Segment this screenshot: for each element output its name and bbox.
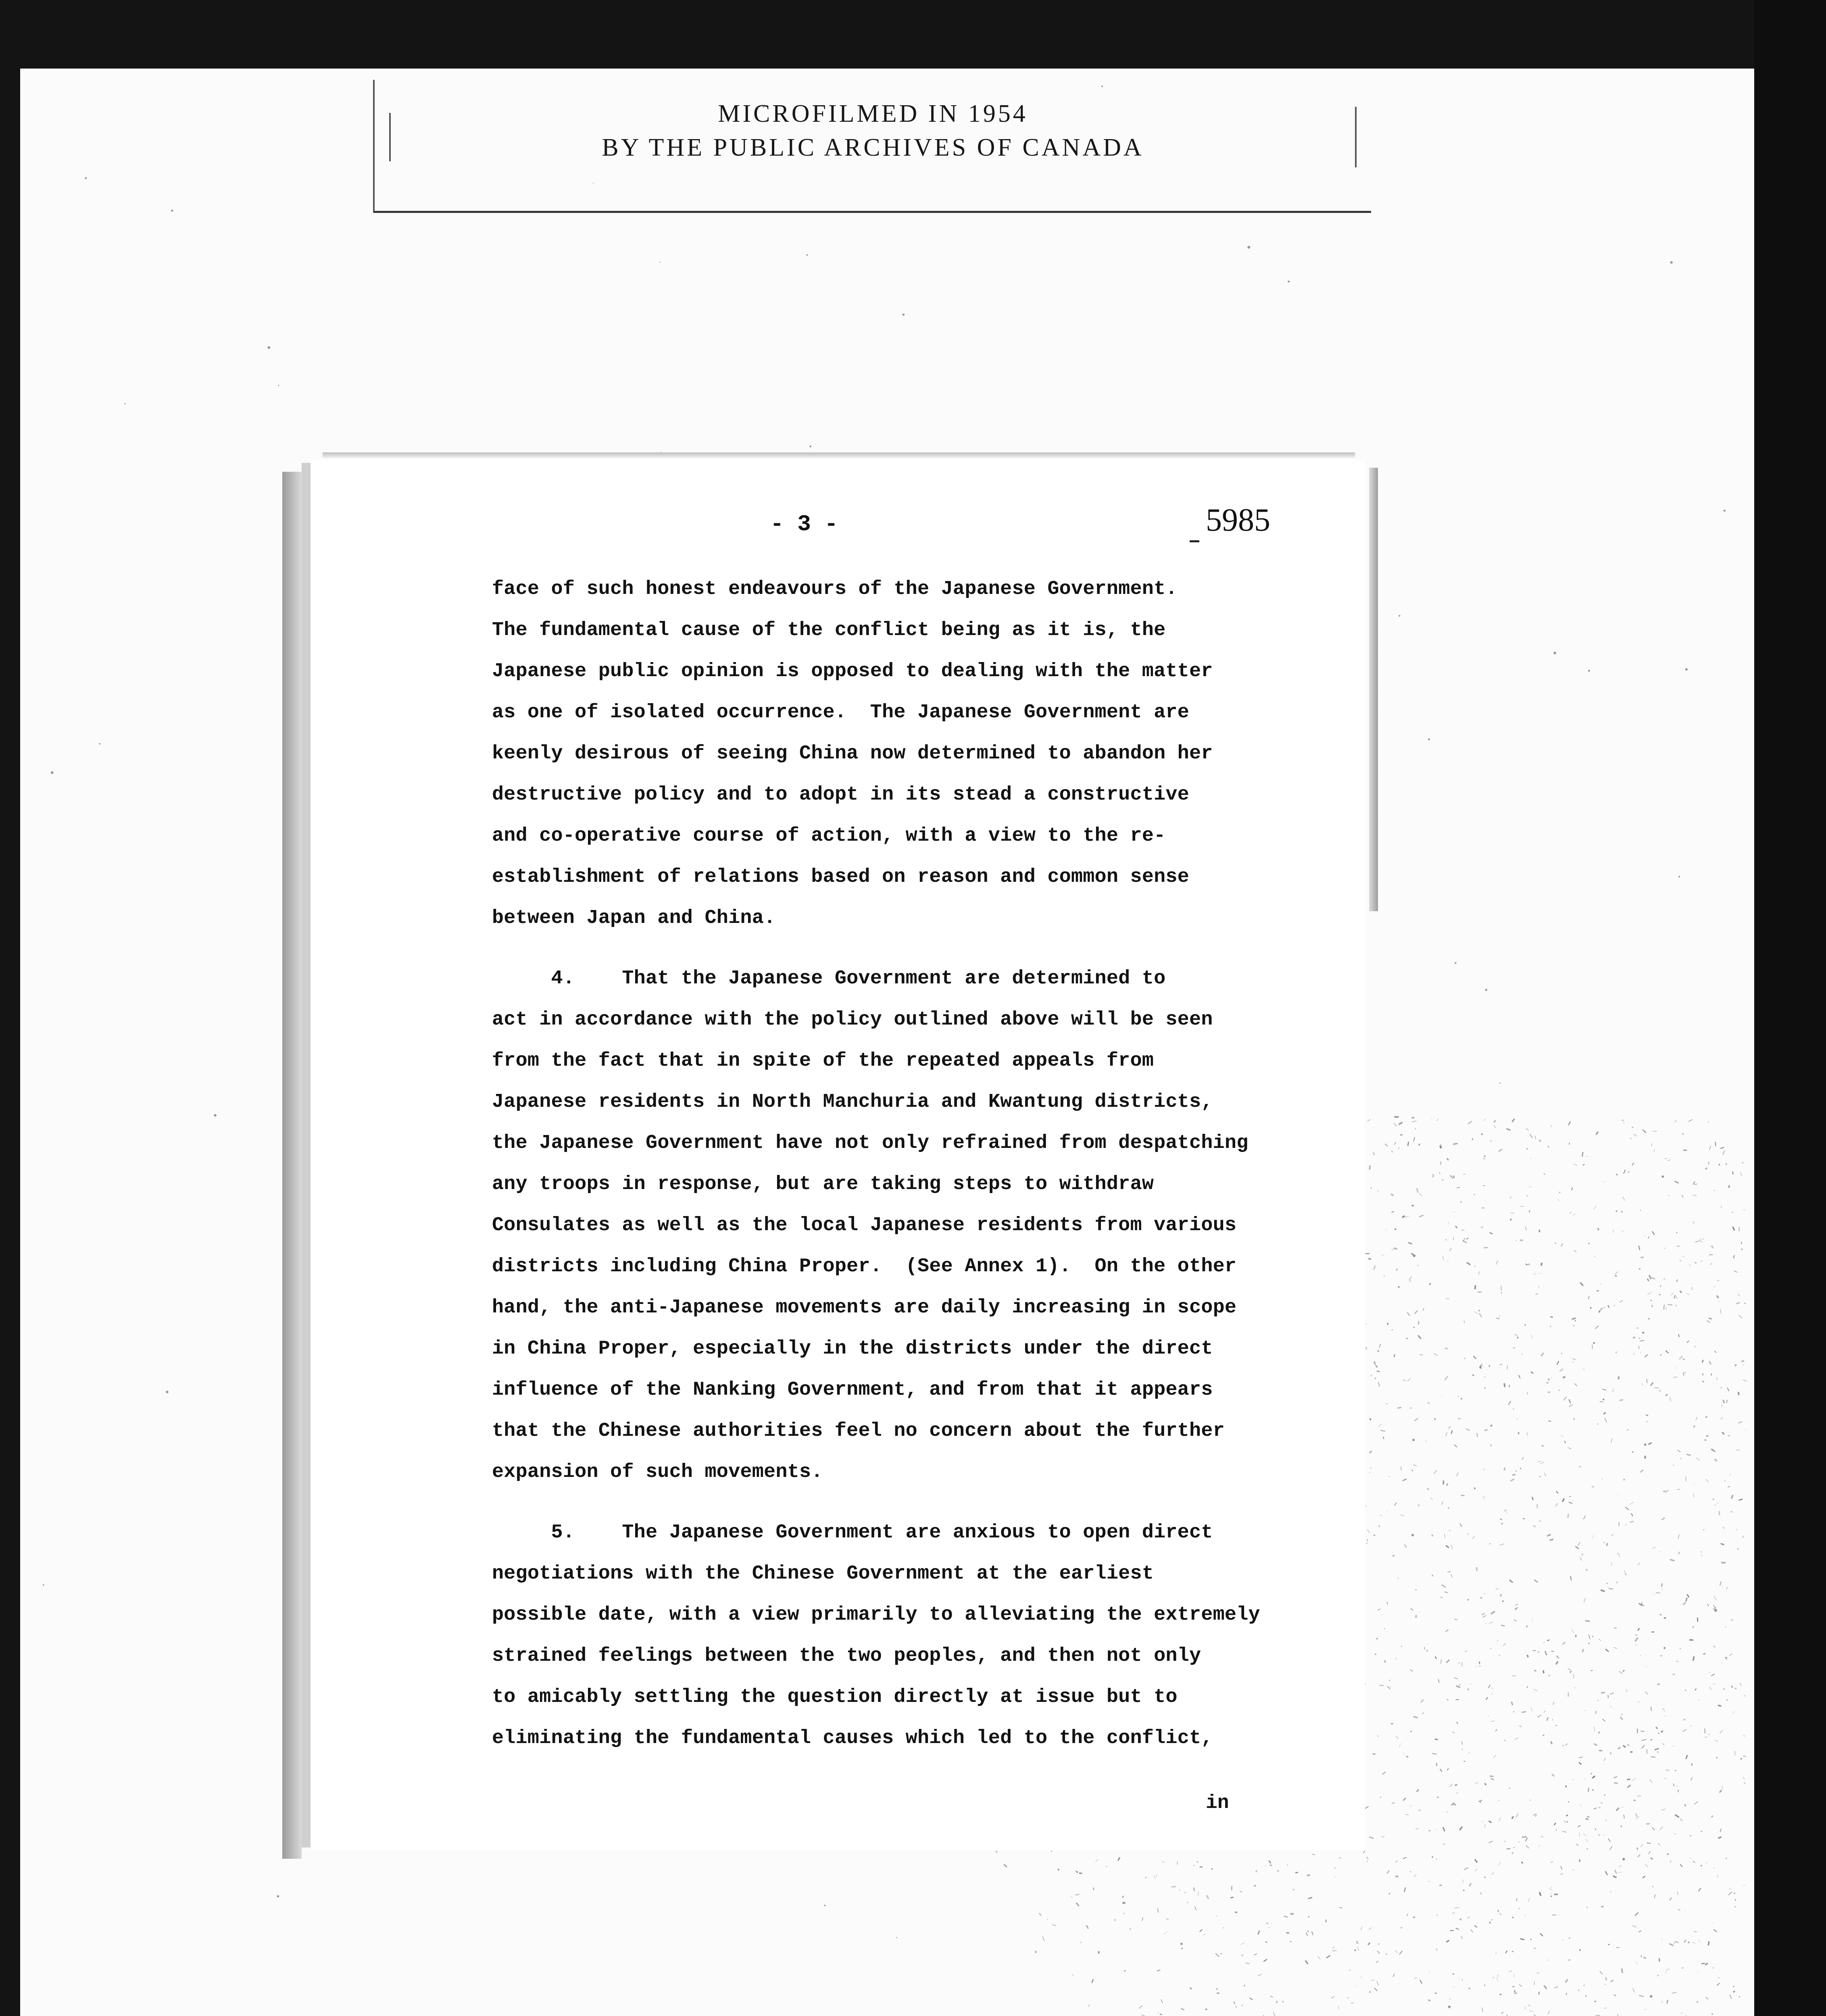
text-line: act in accordance with the policy outlined above will be seen (492, 1008, 1213, 1031)
text-line: influence of the Nanking Government, and from that it appears (492, 1379, 1213, 1401)
text-line: possible date, with a view primarily to alleviating the extremely (492, 1604, 1260, 1626)
text-line: hand, the anti-Japanese movements are daily increasing in scope (492, 1296, 1237, 1318)
microfilm-label (373, 80, 1371, 213)
paragraph-4 (492, 958, 1359, 1493)
folio-dash (1190, 540, 1199, 542)
label-bracket-left (389, 113, 391, 161)
text-line: as one of isolated occurrence. The Japanese Government are (492, 701, 1189, 723)
page-number: - 3 - (770, 511, 838, 537)
sheet-left-edge (282, 472, 302, 1859)
text-line: expansion of such movements. (492, 1461, 823, 1483)
page-body (492, 569, 1359, 1778)
folio-number: 5985 (1206, 502, 1270, 538)
text-line: from the fact that in spite of the repeated appeals from (492, 1050, 1154, 1072)
text-line: keenly desirous of seeing China now determined to abandon her (492, 742, 1213, 764)
label-bracket-right (1355, 107, 1357, 167)
text-line: face of such honest endeavours of the Japanese Government. (492, 578, 1178, 600)
text-line: destructive policy and to adopt in its stead a constructive (492, 783, 1189, 806)
microfilm-label-line1: MICROFILMED IN 1954 (718, 100, 1028, 127)
text-line: any troops in response, but are taking steps to withdraw (492, 1173, 1154, 1195)
page-header (311, 460, 1365, 548)
sheet-top-edge (323, 452, 1355, 458)
text-line: districts including China Proper. (See Annex 1). On the other (492, 1255, 1237, 1277)
paragraph-continuation (492, 569, 1359, 939)
text-line: 5. The Japanese Government are anxious to open direct (492, 1521, 1213, 1543)
text-line: Japanese residents in North Manchuria and Kwantung districts, (492, 1091, 1213, 1113)
film-border-right (1754, 0, 1826, 2016)
text-line: eliminating the fundamental causes which led to the conflict, (492, 1727, 1213, 1749)
document-sheet (311, 460, 1365, 1851)
sheet-right-edge (1369, 468, 1378, 911)
text-line: to amicably settling the question directly at issue but to (492, 1686, 1178, 1708)
text-line: 4. That the Japanese Government are determined to (492, 967, 1166, 989)
catchword: in (1206, 1792, 1229, 1814)
paragraph-5 (492, 1512, 1359, 1759)
text-line: strained feelings between the two peoples, and then not only (492, 1645, 1201, 1667)
text-line: establishment of relations based on reason and common sense (492, 866, 1189, 888)
text-line: that the Chinese authorities feel no concern about the further (492, 1420, 1225, 1442)
text-line: the Japanese Government have not only refrained from despatching (492, 1132, 1249, 1154)
text-line: The fundamental cause of the conflict being as it is, the (492, 619, 1166, 641)
text-line: Japanese public opinion is opposed to dealing with the matter (492, 660, 1213, 682)
microfilm-label-line2: BY THE PUBLIC ARCHIVES OF CANADA (602, 134, 1144, 161)
text-line: negotiations with the Chinese Government at the earliest (492, 1562, 1154, 1585)
text-line: and co-operative course of action, with a view to the re- (492, 825, 1166, 847)
text-line: between Japan and China. (492, 907, 776, 929)
text-line: in China Proper, especially in the districts under the direct (492, 1337, 1213, 1360)
text-line: Consulates as well as the local Japanese residents from various (492, 1214, 1237, 1236)
